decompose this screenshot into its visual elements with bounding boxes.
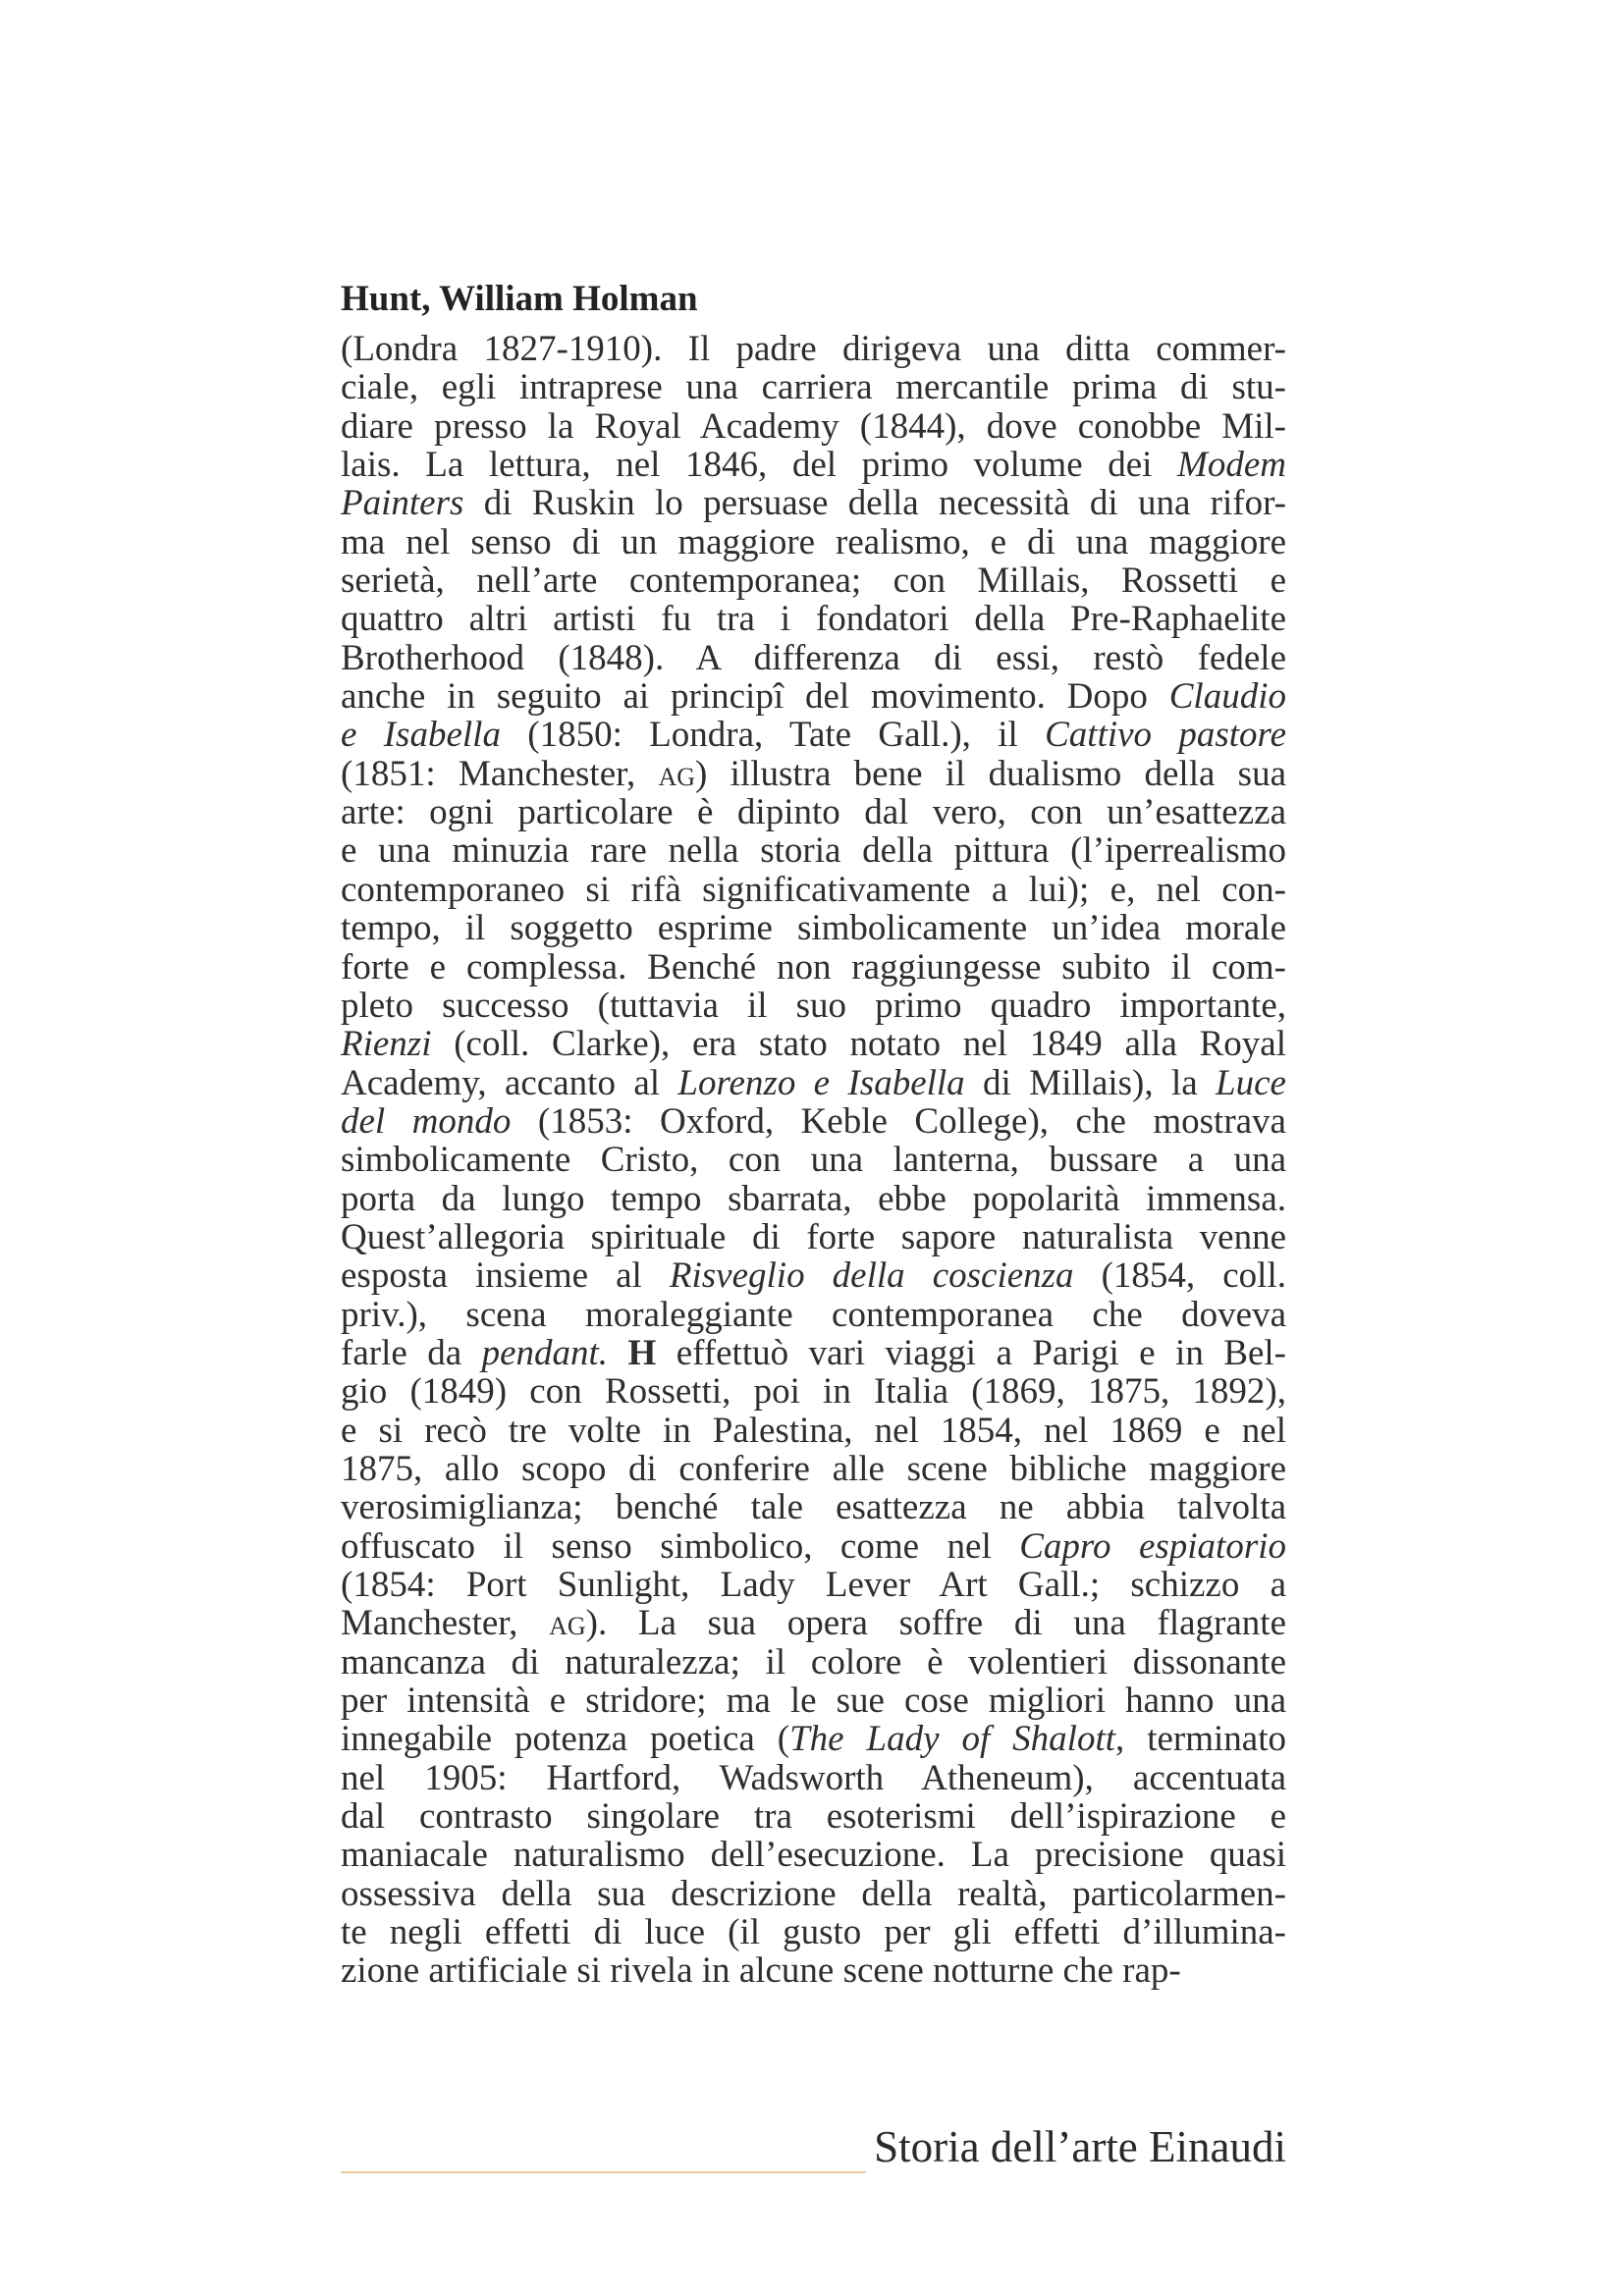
line-text	[608, 1333, 627, 1373]
line-text: di Millais), la	[964, 1062, 1217, 1103]
body-line	[341, 1218, 1286, 1256]
body-line	[341, 561, 1286, 600]
line-text: ). La sua opera soffre di una flagrante	[585, 1603, 1287, 1644]
body-line	[341, 987, 1286, 1025]
line-text: nel 1905: Hartford, Wadsworth Atheneum), accentuata	[341, 1757, 1286, 1798]
line-text: , terminato	[1115, 1719, 1286, 1760]
body-line	[341, 1102, 1286, 1141]
body-line	[341, 1527, 1286, 1566]
body-line	[341, 1951, 1286, 1990]
body-line	[341, 1256, 1286, 1295]
body-line	[341, 871, 1286, 909]
body-line	[341, 909, 1286, 947]
body-line	[341, 1064, 1286, 1102]
small-caps-text: ag	[658, 753, 696, 794]
entry-body	[341, 330, 1286, 1991]
line-text: (1854, coll.	[1073, 1255, 1286, 1297]
line-text: priv.), scena moraleggiante contemporanea che doveva	[341, 1294, 1286, 1335]
body-line	[341, 1759, 1286, 1797]
encyclopedia-entry	[341, 277, 1286, 1991]
body-line	[341, 831, 1286, 870]
body-line	[341, 1488, 1286, 1526]
line-text: pleto successo (tuttavia il suo primo quadro importante,	[341, 985, 1286, 1026]
line-text: Academy, accanto al	[341, 1062, 678, 1103]
line-text: effettuò vari viaggi a Parigi e in Bel-	[656, 1332, 1286, 1373]
line-text: e una minuzia rare nella storia della pittura (l’iperrealismo	[341, 830, 1286, 872]
italic-text: pendant.	[481, 1332, 609, 1373]
italic-text: Capro espiatorio	[1019, 1525, 1287, 1567]
body-line	[341, 1913, 1286, 1951]
line-text: te negli effetti di luce (il gusto per gli effetti d’illumina-	[341, 1912, 1286, 1953]
body-line	[341, 1797, 1286, 1836]
italic-text: del mondo	[341, 1100, 512, 1142]
body-line	[341, 793, 1286, 831]
line-text: forte e complessa. Benché non raggiungesse subito il com-	[341, 946, 1286, 988]
bold-text: H	[627, 1332, 657, 1373]
line-text: gio (1849) con Rossetti, poi in Italia (1869, 1875, 1892),	[341, 1371, 1286, 1413]
line-text: esposta insieme al	[341, 1255, 670, 1297]
body-line	[341, 407, 1286, 446]
body-line	[341, 1372, 1286, 1411]
body-line	[341, 1296, 1286, 1334]
line-text: anche in seguito ai principî del movimento. Dopo	[341, 676, 1169, 718]
line-text: (1854: Port Sunlight, Lady Lever Art Gall.; schizzo a	[341, 1565, 1286, 1605]
line-text: serietà, nell’arte contemporanea; con Millais, Rossetti e	[341, 561, 1286, 602]
line-text: ) illustra bene il dualismo della sua	[695, 753, 1286, 794]
body-line	[341, 446, 1286, 484]
italic-text: Lorenzo e Isabella	[677, 1062, 965, 1103]
line-text: farle da	[341, 1332, 482, 1373]
body-line	[341, 948, 1286, 987]
body-line	[341, 523, 1286, 561]
body-line	[341, 1682, 1286, 1720]
line-text: innegabile potenza poetica (	[341, 1719, 790, 1760]
footer-rule	[341, 2171, 866, 2173]
body-line	[341, 484, 1286, 522]
line-text: dal contrasto singolare tra esoterismi dell’ispirazione e	[341, 1796, 1286, 1838]
body-line	[341, 1334, 1286, 1372]
line-text: ma nel senso di un maggiore realismo, e di una maggiore	[341, 521, 1286, 562]
body-line	[341, 1412, 1286, 1450]
line-text: (Londra 1827-1910). Il padre dirigeva una ditta commer-	[341, 329, 1286, 369]
line-text: ossessiva della sua descrizione della realtà, particolarmen-	[341, 1873, 1286, 1914]
body-line	[341, 716, 1286, 754]
line-text: (1850: Londra, Tate Gall.), il	[500, 715, 1046, 756]
body-line	[341, 639, 1286, 677]
line-text: 1875, allo scopo di conferire alle scene bibliche maggiore	[341, 1448, 1286, 1489]
body-line	[341, 1836, 1286, 1874]
page-footer	[341, 2115, 1286, 2174]
line-text: simbolicamente Cristo, con una lanterna, bussare a una	[341, 1140, 1286, 1181]
body-line	[341, 1604, 1286, 1642]
line-text: lais. La lettura, nel 1846, del primo volume dei	[341, 445, 1178, 486]
body-line	[341, 600, 1286, 638]
body-line	[341, 1643, 1286, 1682]
line-text: (1853: Oxford, Keble College), che mostrava	[511, 1100, 1286, 1142]
publication-name: Storia dell’arte Einaudi	[874, 2122, 1286, 2171]
italic-text: Painters	[341, 483, 464, 524]
body-line	[341, 1141, 1286, 1179]
line-text: tempo, il soggetto esprime simbolicamente un’idea morale	[341, 908, 1286, 949]
entry-title: Hunt, William Holman	[341, 279, 698, 319]
line-text: contemporaneo si rifà significativamente a lui); e, nel con-	[341, 869, 1286, 910]
line-text: Quest’allegoria spirituale di forte sapore naturalista venne	[341, 1216, 1286, 1257]
line-text: mancanza di naturalezza; il colore è volentieri dissonante	[341, 1641, 1286, 1682]
italic-text: Luce	[1216, 1062, 1286, 1103]
line-text: (coll. Clarke), era stato notato nel 1849 alla Royal	[431, 1024, 1286, 1065]
line-text: porta da lungo tempo sbarrata, ebbe popolarità immensa.	[341, 1178, 1286, 1219]
line-text: diare presso la Royal Academy (1844), dove conobbe Mil-	[341, 405, 1286, 447]
line-text: ciale, egli intraprese una carriera mercantile prima di stu-	[341, 367, 1286, 408]
line-text: arte: ogni particolare è dipinto dal vero, con un’esattezza	[341, 792, 1286, 833]
body-line	[341, 368, 1286, 406]
line-text: Brotherhood (1848). A differenza di essi, restò fedele	[341, 637, 1286, 678]
italic-text: The Lady of Shalott	[789, 1719, 1116, 1760]
italic-text: Risveglio della coscienza	[669, 1255, 1074, 1297]
body-line	[341, 1025, 1286, 1063]
line-text: verosimiglianza; benché tale esattezza ne abbia talvolta	[341, 1487, 1286, 1528]
italic-text: Rienzi	[341, 1024, 432, 1065]
body-line	[341, 1450, 1286, 1488]
line-text: (1851: Manchester,	[341, 753, 659, 794]
line-text: e si recò tre volte in Palestina, nel 1854, nel 1869 e nel	[341, 1410, 1286, 1451]
italic-text: e Isabella	[341, 715, 501, 756]
line-text: maniacale naturalismo dell’esecuzione. La precisione quasi	[341, 1835, 1286, 1876]
line-text: per intensità e stridore; ma le sue cose migliori hanno una	[341, 1681, 1286, 1722]
body-line	[341, 755, 1286, 793]
body-line	[341, 677, 1286, 716]
italic-text: Claudio	[1168, 676, 1286, 718]
line-text: di Ruskin lo persuase della necessità di una rifor-	[463, 483, 1286, 524]
italic-text: Cattivo pastore	[1045, 715, 1286, 756]
body-line	[341, 1180, 1286, 1218]
line-text: quattro altri artisti fu tra i fondatori della Pre-Raphaelite	[341, 599, 1286, 640]
body-line	[341, 1566, 1286, 1604]
line-text: Manchester,	[341, 1603, 550, 1644]
italic-text: Modem	[1177, 445, 1286, 486]
line-text: offuscato il senso simbolico, come nel	[341, 1525, 1020, 1567]
body-line	[341, 330, 1286, 368]
body-line	[341, 1720, 1286, 1758]
line-text: zione artificiale si rivela in alcune scene notturne che rap-	[341, 1950, 1181, 1992]
body-line	[341, 1875, 1286, 1913]
small-caps-text: ag	[549, 1603, 586, 1644]
